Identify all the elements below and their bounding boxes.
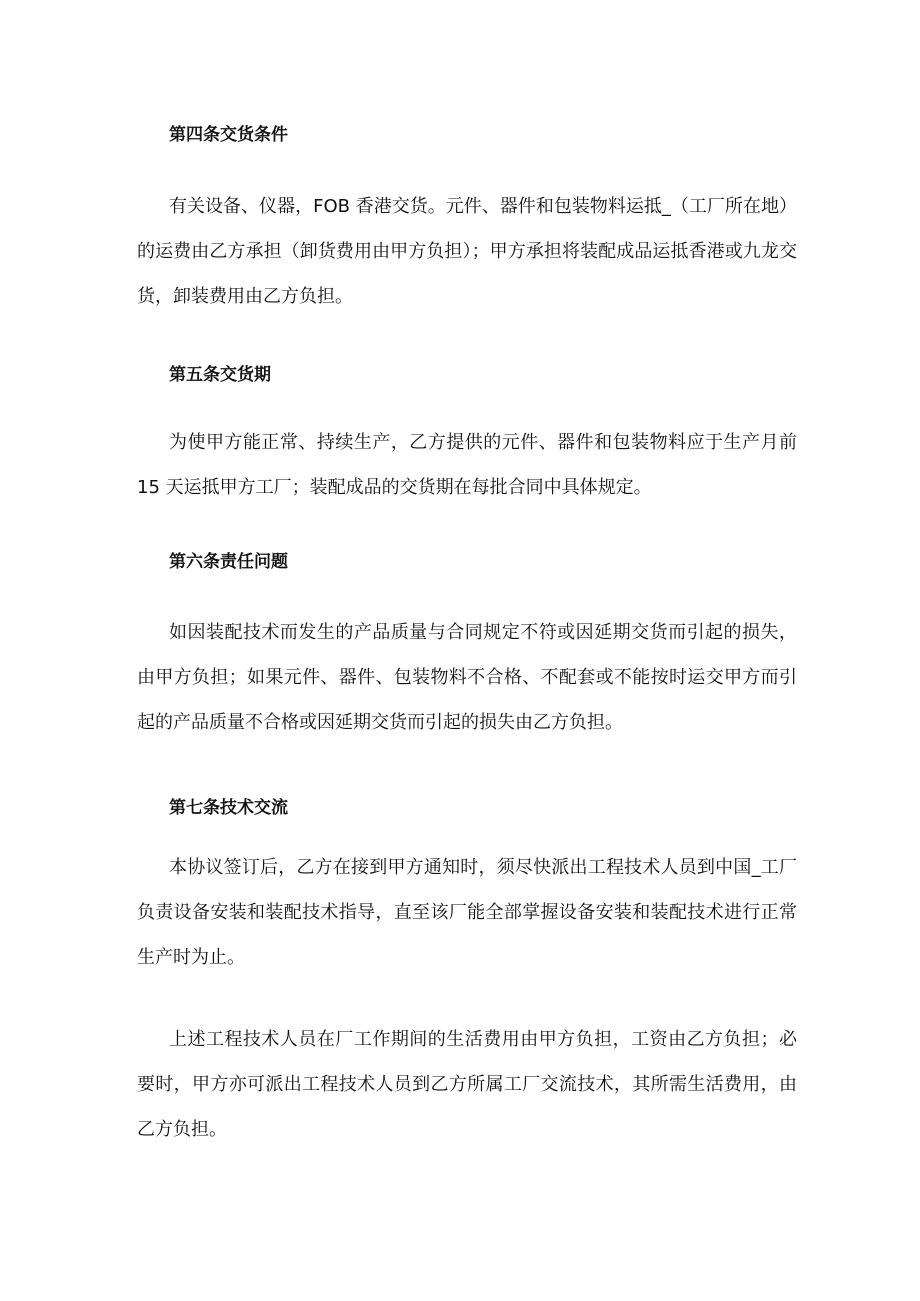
article-6-paragraph: 如因装配技术而发生的产品质量与合同规定不符或因延期交货而引起的损失，由甲方负担；如果元件、器件、包装物料不合格、不配套或不能按时运交甲方而引起的产品质量不合格或因延期交货而引起的损失由乙方负担。 bbox=[137, 622, 797, 733]
article-5-paragraph: 为使甲方能正常、持续生产，乙方提供的元件、器件和包装物料应于生产月前 15 天运抵甲方工厂；装配成品的交货期在每批合同中具体规定。 bbox=[137, 432, 797, 498]
article-4-paragraph: 有关设备、仪器，FOB 香港交货。元件、器件和包装物料运抵_（工厂所在地）的运费由乙方承担（卸货费用由甲方负担）；甲方承担将装配成品运抵香港或九龙交货，卸装费用由乙方负担。 bbox=[137, 196, 797, 307]
article-7-paragraph-2: 上述工程技术人员在厂工作期间的生活费用由甲方负担，工资由乙方负担；必要时，甲方亦可派出工程技术人员到乙方所属工厂交流技术，其所需生活费用，由乙方负担。 bbox=[137, 1029, 797, 1140]
article-5-heading: 第五条交货期 bbox=[169, 365, 271, 385]
article-7-paragraph-1: 本协议签订后，乙方在接到甲方通知时，须尽快派出工程技术人员到中国_工厂负责设备安装和装配技术指导，直至该厂能全部掌握设备安装和装配技术进行正常生产时为止。 bbox=[137, 857, 797, 968]
article-7-heading: 第七条技术交流 bbox=[169, 798, 288, 818]
article-6-heading: 第六条责任问题 bbox=[169, 552, 288, 572]
article-4-heading: 第四条交货条件 bbox=[169, 125, 288, 145]
